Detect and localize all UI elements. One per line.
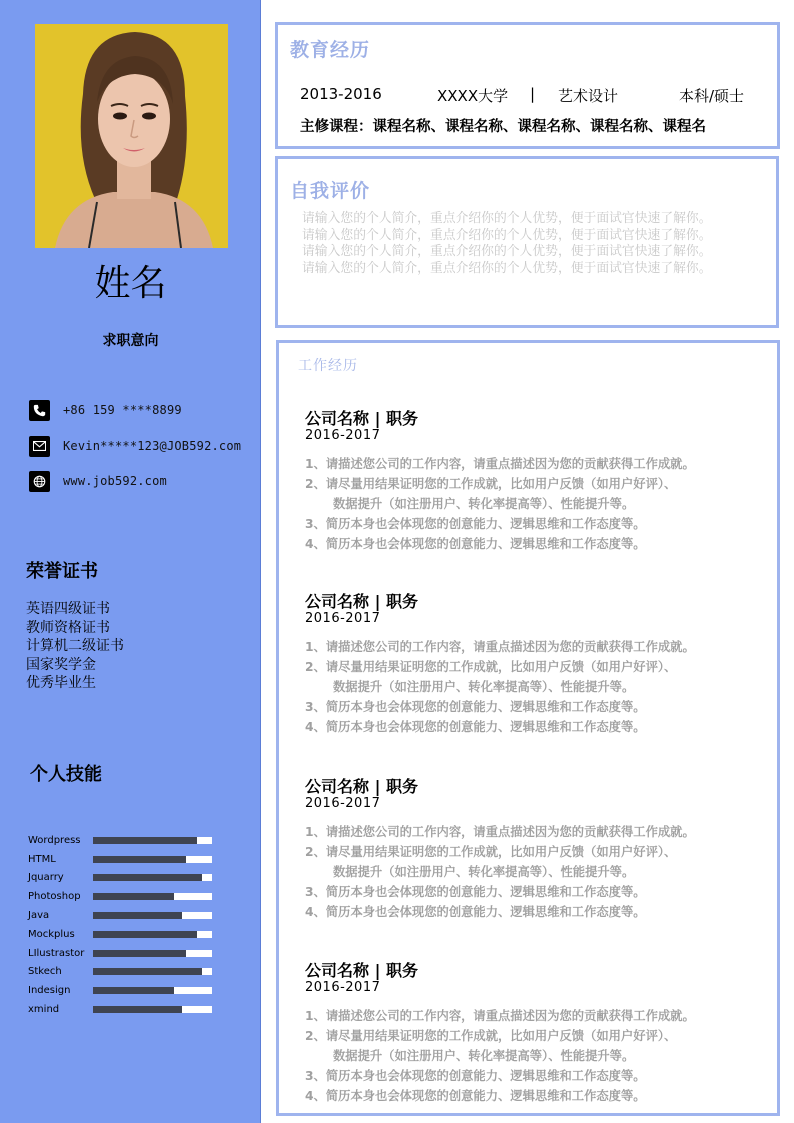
skill-bar-fill bbox=[93, 893, 174, 900]
skill-name: Jquarry bbox=[28, 872, 64, 884]
job-desc-line: 2、请尽量用结果证明您的工作成就，比如用户反馈（如用户好评）、 bbox=[305, 477, 677, 491]
contact-email bbox=[29, 435, 241, 457]
job-description bbox=[305, 1006, 725, 1114]
education-years: 2013-2016 bbox=[300, 85, 382, 103]
job-description bbox=[305, 637, 725, 749]
honors-list bbox=[26, 600, 124, 693]
skill-name: xmind bbox=[28, 1004, 60, 1016]
job-date: 2016-2017 bbox=[305, 428, 381, 443]
education-school: XXXX大学 bbox=[437, 87, 509, 105]
skill-bar-track bbox=[93, 1006, 212, 1013]
self-evaluation-text bbox=[302, 211, 712, 277]
skill-bar-track bbox=[93, 912, 212, 919]
job-date: 2016-2017 bbox=[305, 611, 381, 626]
skill-bar-fill bbox=[93, 837, 197, 844]
job-entry bbox=[305, 589, 725, 749]
honors-heading: 荣誉证书 bbox=[26, 561, 98, 582]
skill-name: HTML bbox=[28, 853, 56, 865]
contact-website bbox=[29, 470, 167, 492]
education-major: 艺术设计 bbox=[558, 87, 619, 105]
skill-bar-fill bbox=[93, 950, 186, 957]
candidate-name: 姓名 bbox=[94, 263, 167, 304]
job-date: 2016-2017 bbox=[305, 980, 381, 995]
education-separator: | bbox=[530, 85, 536, 103]
skill-row bbox=[28, 887, 218, 906]
portrait-illustration bbox=[35, 24, 228, 248]
job-desc-line: 1、请描述您公司的工作内容，请重点描述因为您的贡献获得工作成就。 bbox=[305, 640, 695, 654]
skill-name: Stkech bbox=[28, 966, 62, 978]
job-date: 2016-2017 bbox=[305, 796, 381, 811]
job-desc-line: 3、简历本身也会体现您的创意能力、逻辑思维和工作态度等。 bbox=[305, 1069, 646, 1083]
skill-row bbox=[28, 906, 218, 925]
skill-bar-track bbox=[93, 968, 212, 975]
skill-bar-fill bbox=[93, 912, 182, 919]
job-desc-line: 4、简历本身也会体现您的创意能力、逻辑思维和工作态度等。 bbox=[305, 720, 646, 734]
skill-name: Mockplus bbox=[28, 928, 75, 940]
self-evaluation-section bbox=[275, 156, 779, 328]
skill-row bbox=[28, 831, 218, 850]
job-desc-line: 数据提升（如注册用户、转化率提高等）、性能提升等。 bbox=[333, 680, 635, 694]
job-intent: 求职意向 bbox=[102, 333, 159, 349]
skill-row bbox=[28, 963, 218, 982]
job-desc-line: 2、请尽量用结果证明您的工作成就，比如用户反馈（如用户好评）、 bbox=[305, 1029, 677, 1043]
job-entry bbox=[305, 958, 725, 1114]
job-desc-line: 3、简历本身也会体现您的创意能力、逻辑思维和工作态度等。 bbox=[305, 885, 646, 899]
job-desc-line: 1、请描述您公司的工作内容，请重点描述因为您的贡献获得工作成就。 bbox=[305, 457, 695, 471]
globe-icon bbox=[29, 471, 50, 492]
skill-bar-fill bbox=[93, 968, 202, 975]
job-heading: 公司名称 | 职务 bbox=[305, 592, 418, 611]
job-desc-line: 2、请尽量用结果证明您的工作成就，比如用户反馈（如用户好评）、 bbox=[305, 845, 677, 859]
skill-bar-track bbox=[93, 874, 212, 881]
job-desc-line: 3、简历本身也会体现您的创意能力、逻辑思维和工作态度等。 bbox=[305, 700, 646, 714]
skill-bar-track bbox=[93, 893, 212, 900]
education-degree: 本科/硕士 bbox=[679, 87, 745, 105]
self-evaluation-line: 请输入您的个人简介，重点介绍你的个人优势，便于面试官快速了解你。 bbox=[302, 244, 712, 260]
skill-bar-track bbox=[93, 950, 212, 957]
education-title: 教育经历 bbox=[290, 39, 371, 61]
website-url: www.job592.com bbox=[63, 474, 167, 488]
skill-name: Java bbox=[28, 910, 50, 922]
education-row bbox=[300, 85, 754, 105]
education-courses: 主修课程：课程名称、课程名称、课程名称、课程名称、课程名 bbox=[300, 119, 706, 135]
job-desc-line: 数据提升（如注册用户、转化率提高等）、性能提升等。 bbox=[333, 497, 635, 511]
skill-row bbox=[28, 869, 218, 888]
skill-bar-fill bbox=[93, 931, 197, 938]
work-experience-title: 工作经历 bbox=[298, 358, 358, 374]
skill-bar-track bbox=[93, 931, 212, 938]
job-desc-line: 2、请尽量用结果证明您的工作成就，比如用户反馈（如用户好评）、 bbox=[305, 660, 677, 674]
skill-name: Indesign bbox=[28, 985, 71, 997]
skill-name: LIlustrastor bbox=[28, 947, 85, 959]
phone-icon bbox=[29, 400, 50, 421]
job-desc-line: 4、简历本身也会体现您的创意能力、逻辑思维和工作态度等。 bbox=[305, 905, 646, 919]
skill-name: Photoshop bbox=[28, 891, 81, 903]
honor-item: 英语四级证书 bbox=[26, 601, 110, 617]
job-heading: 公司名称 | 职务 bbox=[305, 961, 418, 980]
job-heading: 公司名称 | 职务 bbox=[305, 777, 418, 796]
contact-phone bbox=[29, 399, 182, 421]
job-desc-line: 1、请描述您公司的工作内容，请重点描述因为您的贡献获得工作成就。 bbox=[305, 825, 695, 839]
work-experience-section bbox=[276, 340, 780, 1116]
job-heading: 公司名称 | 职务 bbox=[305, 409, 418, 428]
skill-row bbox=[28, 1000, 218, 1019]
job-desc-line: 3、简历本身也会体现您的创意能力、逻辑思维和工作态度等。 bbox=[305, 517, 646, 531]
skill-bar-track bbox=[93, 837, 212, 844]
honor-item: 优秀毕业生 bbox=[26, 675, 96, 691]
skill-bar-fill bbox=[93, 1006, 182, 1013]
job-desc-line: 4、简历本身也会体现您的创意能力、逻辑思维和工作态度等。 bbox=[305, 1089, 646, 1103]
email-icon bbox=[29, 436, 50, 457]
honor-item: 计算机二级证书 bbox=[26, 638, 124, 654]
honor-item: 国家奖学金 bbox=[26, 656, 96, 673]
skills-list bbox=[28, 831, 218, 1019]
sidebar bbox=[0, 0, 261, 1123]
phone-number: +86 159 ****8899 bbox=[63, 403, 182, 417]
skill-bar-track bbox=[93, 987, 212, 994]
job-desc-line: 数据提升（如注册用户、转化率提高等）、性能提升等。 bbox=[333, 1049, 635, 1063]
education-section bbox=[275, 22, 780, 149]
skill-row bbox=[28, 925, 218, 944]
self-evaluation-title: 自我评价 bbox=[290, 180, 371, 202]
self-evaluation-line: 请输入您的个人简介，重点介绍你的个人优势，便于面试官快速了解你。 bbox=[302, 260, 712, 276]
skills-heading: 个人技能 bbox=[30, 764, 102, 785]
self-evaluation-line: 请输入您的个人简介，重点介绍你的个人优势，便于面试官快速了解你。 bbox=[302, 227, 712, 243]
email-address: Kevin*****123@JOB592.com bbox=[63, 439, 242, 453]
honor-item: 教师资格证书 bbox=[26, 619, 110, 636]
skill-row bbox=[28, 981, 218, 1000]
skill-bar-fill bbox=[93, 856, 186, 863]
skill-name: Wordpress bbox=[28, 834, 81, 846]
job-desc-line: 1、请描述您公司的工作内容，请重点描述因为您的贡献获得工作成就。 bbox=[305, 1009, 695, 1023]
skill-row bbox=[28, 850, 218, 869]
job-description bbox=[305, 454, 725, 566]
job-desc-line: 4、简历本身也会体现您的创意能力、逻辑思维和工作态度等。 bbox=[305, 537, 646, 551]
job-desc-line: 数据提升（如注册用户、转化率提高等）、性能提升等。 bbox=[333, 865, 635, 879]
skill-row bbox=[28, 944, 218, 963]
self-evaluation-line: 请输入您的个人简介，重点介绍你的个人优势，便于面试官快速了解你。 bbox=[302, 211, 712, 226]
portrait-photo bbox=[35, 24, 228, 248]
skill-bar-fill bbox=[93, 987, 174, 994]
job-description bbox=[305, 822, 725, 934]
skill-bar-fill bbox=[93, 874, 202, 881]
skill-bar-track bbox=[93, 856, 212, 863]
job-entry bbox=[305, 406, 725, 566]
job-entry bbox=[305, 774, 725, 934]
